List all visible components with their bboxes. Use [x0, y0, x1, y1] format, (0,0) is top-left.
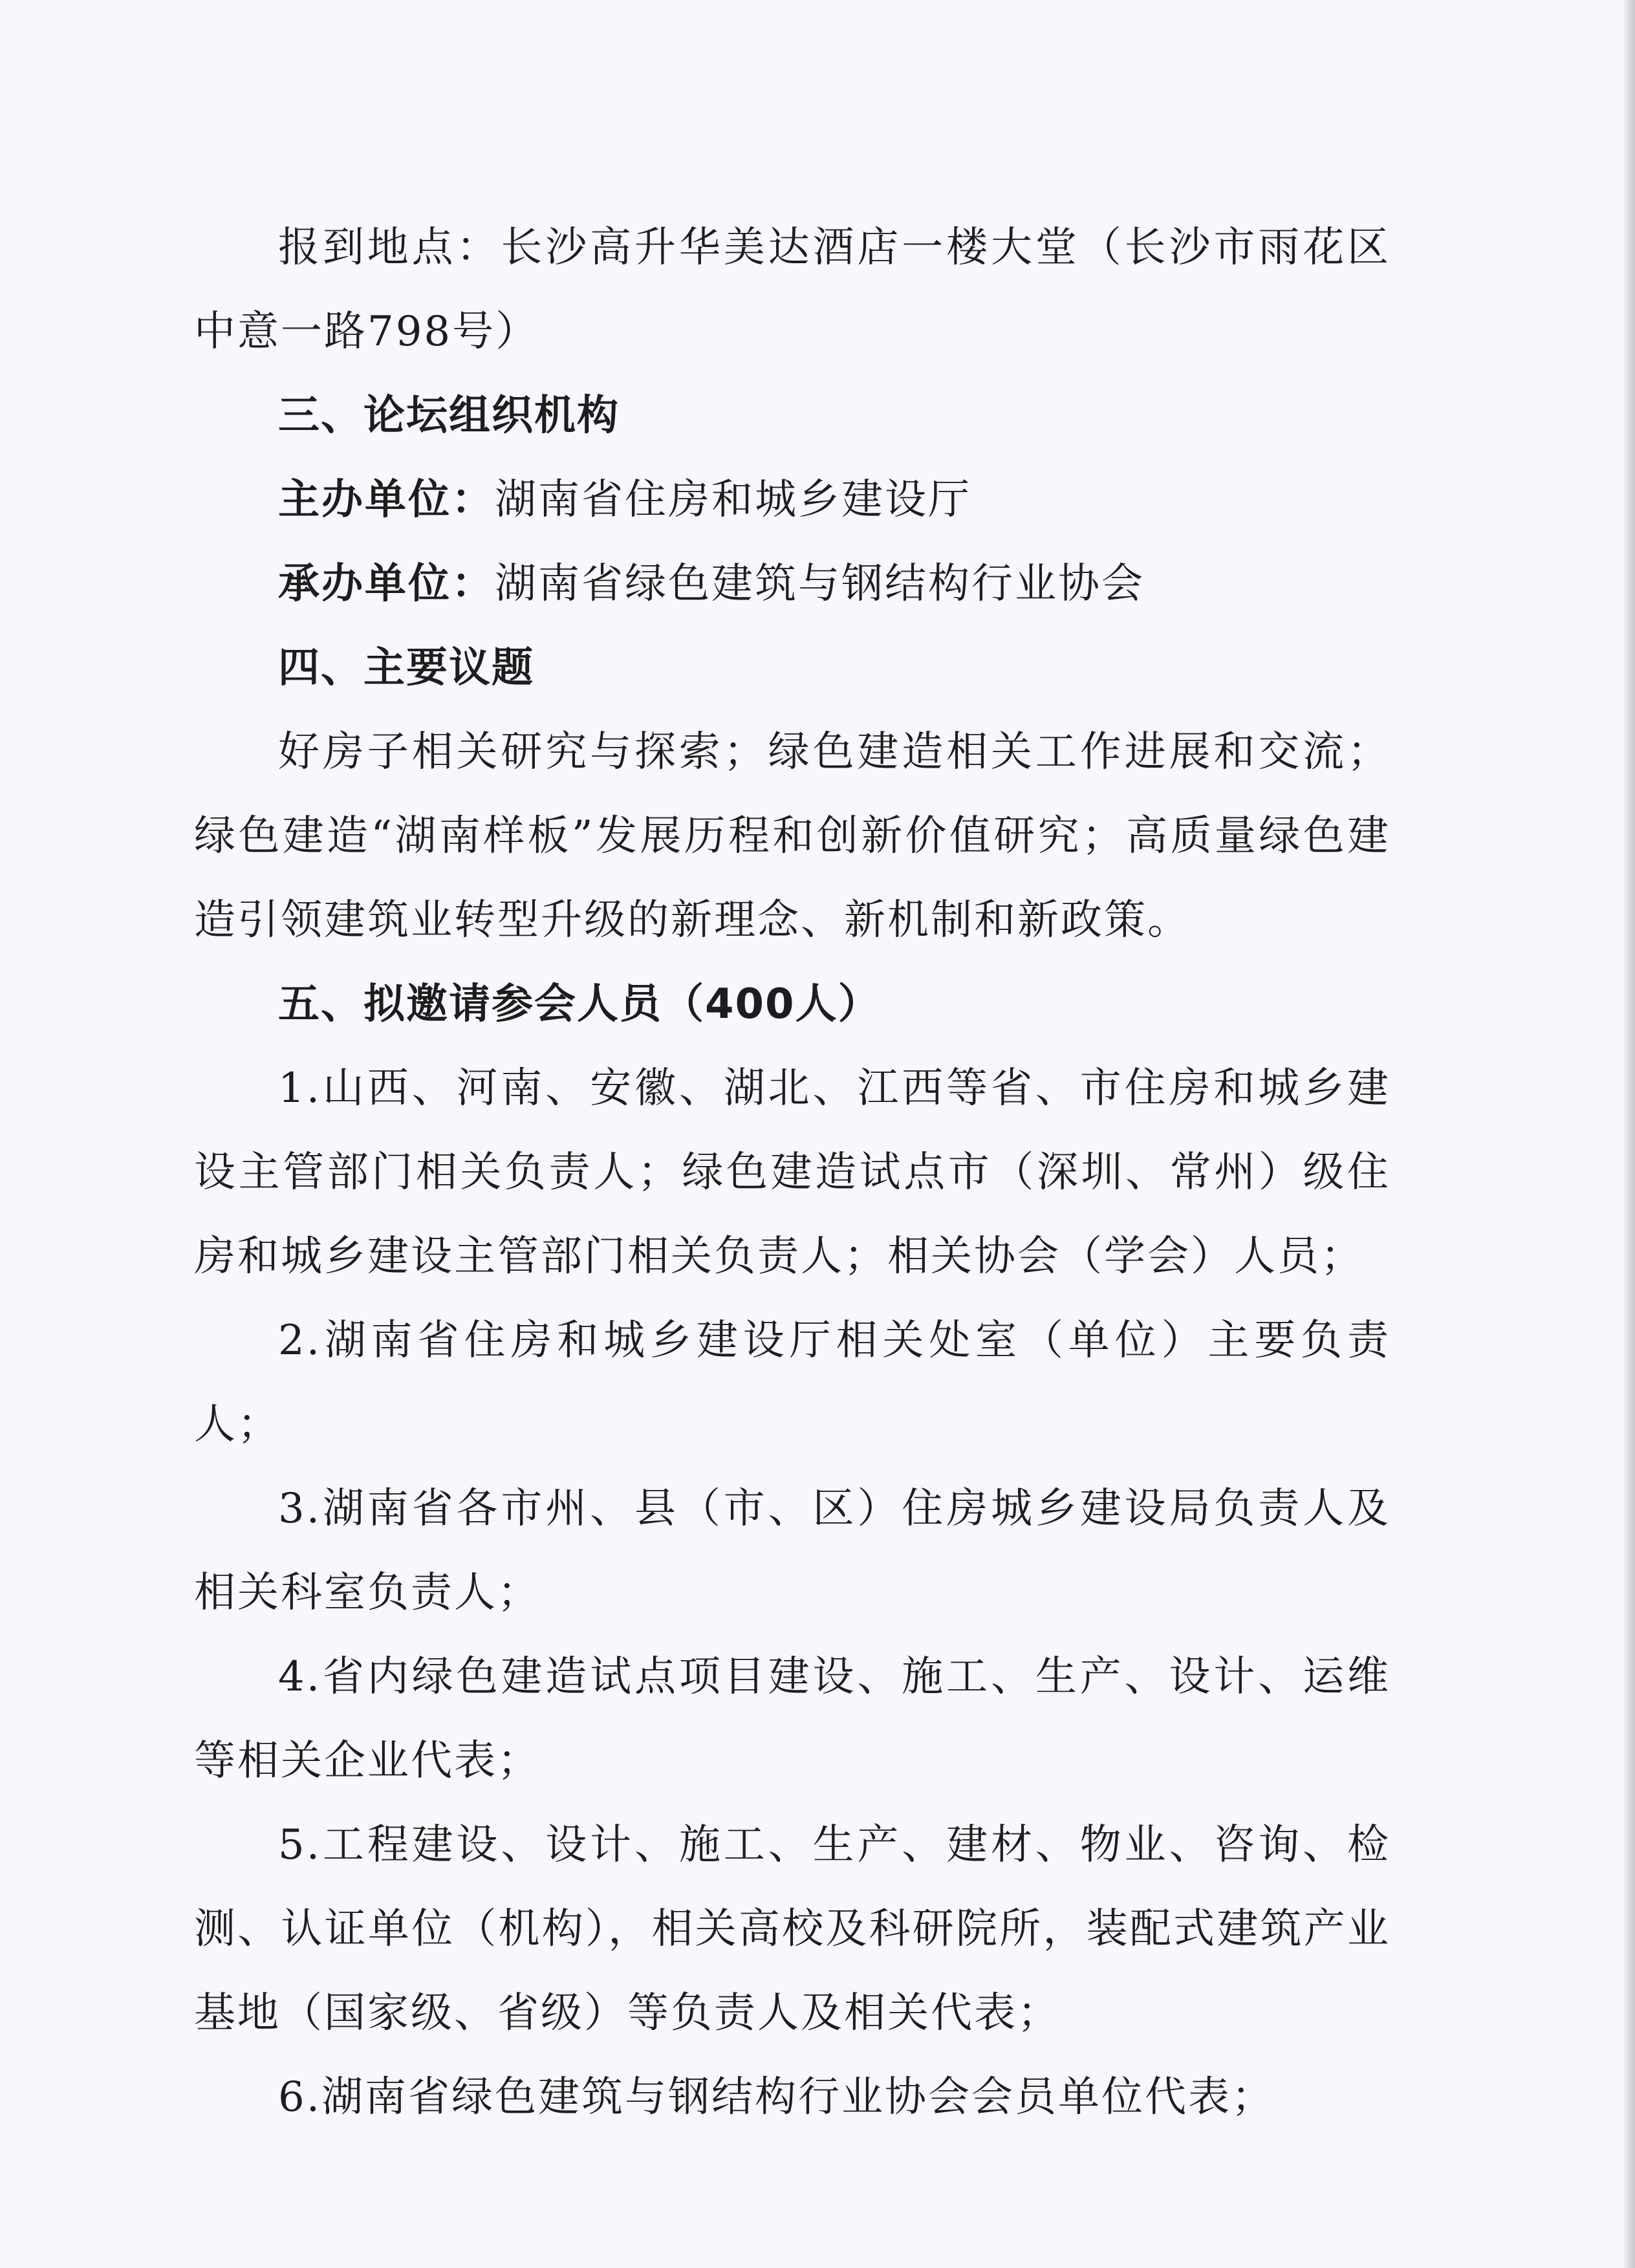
section-3-heading: 三、论坛组织机构: [278, 392, 620, 440]
host-unit-label: 主办单位：: [278, 476, 495, 524]
organizer-unit-paragraph: [194, 542, 1391, 626]
report-location-paragraph: [194, 206, 1391, 374]
main-topics-paragraph: 好房子相关研究与探索；绿色建造相关工作进展和交流；绿色建造“湖南样板”发展历程和创新价值研究；高质量绿色建造引领建筑业转型升级的新理念、新机制和新政策。: [194, 728, 1391, 944]
host-unit-value: 湖南省住房和城乡建设厅: [495, 476, 971, 524]
attendee-item-3: 3.湖南省各市州、县（市、区）住房城乡建设局负责人及相关科室负责人；: [194, 1485, 1391, 1617]
host-unit-paragraph: [194, 458, 1391, 542]
attendee-item-2: 2.湖南省住房和城乡建设厅相关处室（单位）主要负责人；: [194, 1317, 1391, 1449]
attendee-item-5: 5.工程建设、设计、施工、生产、建材、物业、咨询、检测、认证单位（机构），相关高校及科研院所，装配式建筑产业基地（国家级、省级）等负责人及相关代表；: [194, 1821, 1391, 2037]
document-body: [194, 206, 1391, 2139]
attendee-item-4: 4.省内绿色建造试点项目建设、施工、生产、设计、运维等相关企业代表；: [194, 1653, 1391, 1785]
report-location-text: 长沙高升华美达酒店一楼大堂（长沙市雨花区中意一路798号）: [194, 224, 1391, 356]
report-location-label: 报到地点：: [278, 224, 501, 272]
section-4-heading: 四、主要议题: [278, 644, 534, 692]
attendee-item-1: 1.山西、河南、安徽、湖北、江西等省、市住房和城乡建设主管部门相关负责人；绿色建造试点市（深圳、常州）级住房和城乡建设主管部门相关负责人；相关协会（学会）人员；: [194, 1064, 1391, 1280]
attendee-item-6: 6.湖南省绿色建筑与钢结构行业协会会员单位代表；: [278, 2073, 1275, 2121]
organizer-unit-value: 湖南省绿色建筑与钢结构行业协会: [495, 560, 1145, 608]
scan-edge: [1623, 0, 1635, 2268]
organizer-unit-label: 承办单位：: [278, 560, 495, 608]
section-5-heading: 五、拟邀请参会人员（400人）: [278, 980, 881, 1028]
